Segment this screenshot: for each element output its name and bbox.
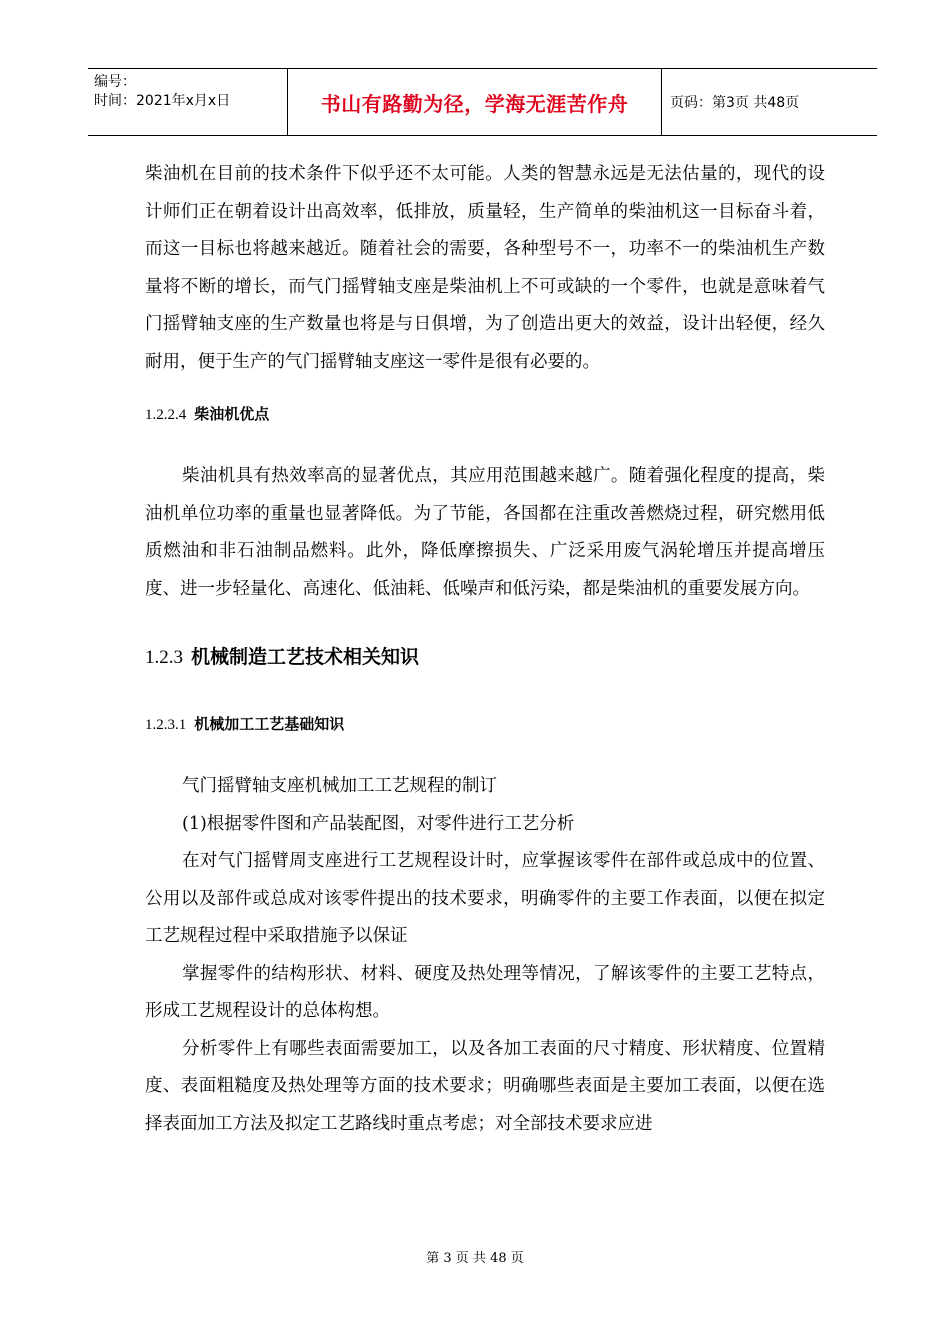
body-paragraph: 分析零件上有哪些表面需要加工，以及各加工表面的尺寸精度、形状精度、位置精度、表面粗糙度及热处理等方面的技术要求；明确哪些表面是主要加工表面，以便在选择表面加工方法及拟定工艺路线时重点考虑；对全部技术要求应进 xyxy=(145,1038,825,1134)
body-paragraph: 柴油机在目前的技术条件下似乎还不太可能。人类的智慧永远是无法估量的，现代的设计师们正在朝着设计出高效率，低排放，质量轻，生产简单的柴油机这一目标奋斗着，而这一目标也将越来越近。随着社会的需要，各种型号不一，功率不一的柴油机生产数量将不断的增长，而气门摇臂轴支座是柴油机上不可或缺的一个零件，也就是意味着气门摇臂轴支座的生产数量也将是与日俱增，为了创造出更大的效益，设计出轻便，经久耐用，便于生产的气门摇臂轴支座这一零件是很有必要的。 xyxy=(145,164,825,372)
section-heading-1231 xyxy=(145,713,825,734)
section-heading-1224 xyxy=(145,403,825,424)
body-paragraph: 掌握零件的结构形状、材料、硬度及热处理等情况，了解该零件的主要工艺特点，形成工艺规程设计的总体构想。 xyxy=(145,963,825,1021)
header-page-info: 页码：第3页 共48页 xyxy=(670,95,800,111)
body-line: 气门摇臂轴支座机械加工工艺规程的制订 xyxy=(182,776,497,796)
header-number-label: 编号： xyxy=(94,74,136,90)
header-motto: 书山有路勤为径，学海无涯苦作舟 xyxy=(288,69,662,135)
section-number: 1.2.2.4 xyxy=(145,407,187,423)
page-footer: 第 3 页 共 48 页 xyxy=(426,1251,524,1266)
section-number: 1.2.3.1 xyxy=(145,717,187,733)
body-paragraph: 柴油机具有热效率高的显著优点，其应用范围越来越广。随着强化程度的提高，柴油机单位功率的重量也显著降低。为了节能，各国都在注重改善燃烧过程，研究燃用低质燃油和非石油制品燃料。此外，降低摩擦损失、广泛采用废气涡轮增压并提高增压度、进一步轻量化、高速化、低油耗、低噪声和低污染，都是柴油机的重要发展方向。 xyxy=(145,466,825,599)
section-heading-123 xyxy=(145,642,825,669)
section-title: 机械制造工艺技术相关知识 xyxy=(191,646,420,668)
document-body xyxy=(145,156,825,1143)
body-line: (1)根据零件图和产品装配图，对零件进行工艺分析 xyxy=(182,813,575,834)
header-time-label: 时间：2021年x月x日 xyxy=(94,93,231,109)
body-paragraph: 在对气门摇臂周支座进行工艺规程设计时，应掌握该零件在部件或总成中的位置、公用以及部件或总成对该零件提出的技术要求，明确零件的主要工作表面，以便在拟定工艺规程过程中采取措施予以保证 xyxy=(145,851,825,946)
section-title: 柴油机优点 xyxy=(194,405,270,423)
section-number: 1.2.3 xyxy=(145,647,183,668)
page-header xyxy=(88,68,877,136)
header-meta xyxy=(88,69,288,135)
section-title: 机械加工工艺基础知识 xyxy=(194,715,345,733)
